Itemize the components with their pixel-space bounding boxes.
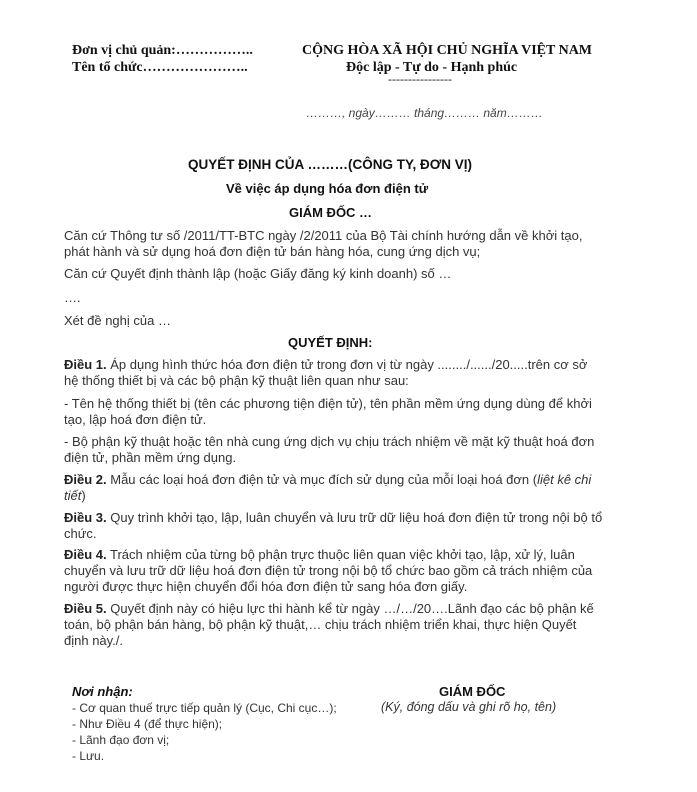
org-name-line: Tên tổ chức…………………..: [72, 60, 248, 75]
decision-title: QUYẾT ĐỊNH CỦA ………(CÔNG TY, ĐƠN VỊ): [188, 157, 473, 172]
recipient-item: - Như Điều 4 (để thực hiện);: [72, 717, 223, 731]
issuer-title: GIÁM ĐỐC …: [289, 205, 373, 220]
decision-subject: Về việc áp dụng hóa đơn điện tử: [226, 181, 429, 196]
article-2-close: ): [81, 488, 86, 503]
article-1-label: Điều 1.: [64, 357, 107, 372]
nation-title: CỘNG HÒA XÃ HỘI CHỦ NGHĨA VIỆT NAM: [302, 43, 593, 58]
article-5: [64, 601, 604, 649]
recipient-item: - Lưu.: [72, 749, 105, 763]
recipient-item: - Cơ quan thuế trực tiếp quản lý (Cục, Chi cục…);: [72, 701, 337, 715]
article-2: [64, 472, 604, 504]
legal-basis-ellipsis: ….: [64, 290, 81, 305]
article-4-label: Điều 4.: [64, 547, 107, 562]
motto-divider: ----------------: [388, 72, 452, 86]
article-2-label: Điều 2.: [64, 472, 107, 487]
article-4: [64, 547, 604, 595]
signature-note: (Ký, đóng dấu và ghi rõ họ, tên): [381, 700, 557, 714]
article-5-text: Quyết định này có hiệu lực thi hành kể từ ngày …/…/20….Lãnh đạo các bộ phận kế toán, bộ phận bán hàng, bộ phận kỹ thuật,… chịu trách nhiệm triển khai, thực hiện Quyết định này./.: [64, 601, 594, 648]
recipient-item: - Lãnh đạo đơn vị;: [72, 733, 170, 747]
article-1-item-technical: - Bộ phận kỹ thuật hoặc tên nhà cung ứng dịch vụ chịu trách nhiệm về mặt kỹ thuật hoá đơn điện tử, phần mềm ứng dụng.: [64, 434, 595, 465]
article-2-italic-note: liệt kê chi tiết: [64, 472, 592, 503]
date-line: ………, ngày……… tháng……… năm………: [306, 106, 543, 120]
article-4-text: Trách nhiệm của từng bộ phận trực thuộc liên quan việc khởi tạo, lập, xử lý, luân chuyển và lưu trữ dữ liệu hoá đơn điện tử trong nội bộ tổ chức bao gồm cả trách nhiệm của người được thực hiện chuyển đổi hóa đơn điện tử sang hóa đơn giấy.: [64, 547, 593, 594]
national-motto: Độc lập - Tự do - Hạnh phúc: [346, 60, 518, 75]
parent-org-line: Đơn vị chủ quản:……………..: [72, 43, 253, 58]
article-5-label: Điều 5.: [64, 601, 107, 616]
article-1-text: Áp dụng hình thức hóa đơn điện tử trong đơn vị từ ngày ......../....../20.....trên cơ sở hệ thống thiết bị và các bộ phận kỹ thuật liên quan như sau:: [64, 357, 588, 388]
article-2-text: Mẫu các loại hoá đơn điện tử và mục đích sử dụng của mỗi loại hoá đơn (: [106, 472, 538, 487]
recipients-list: [72, 700, 344, 764]
article-1-item-system: - Tên hệ thống thiết bị (tên các phương tiện điện tử), tên phần mềm ứng dụng dùng để khởi tạo, lập hoá đơn điện tử.: [64, 396, 592, 427]
legal-basis-establishment: Căn cứ Quyết định thành lập (hoặc Giấy đăng ký kinh doanh) số …: [64, 266, 452, 281]
legal-basis-circular: Căn cứ Thông tư số /2011/TT-BTC ngày /2/2011 của Bộ Tài chính hướng dẫn về khởi tạo, phát hành và sử dụng hoá đơn điện tử bán hàng hóa, cung ứng dịch vụ;: [64, 228, 583, 259]
signature-title: GIÁM ĐỐC: [439, 684, 506, 699]
article-3-text: Quy trình khởi tạo, lập, luân chuyển và lưu trữ dữ liệu hoá đơn điện tử trong nội bộ tổ chức.: [64, 510, 603, 541]
proposal-line: Xét đề nghị của …: [64, 313, 171, 328]
decision-heading: QUYẾT ĐỊNH:: [288, 335, 373, 350]
article-1: [64, 357, 604, 389]
recipients-heading: Nơi nhận:: [72, 684, 133, 699]
article-3: [64, 510, 604, 542]
article-3-label: Điều 3.: [64, 510, 107, 525]
